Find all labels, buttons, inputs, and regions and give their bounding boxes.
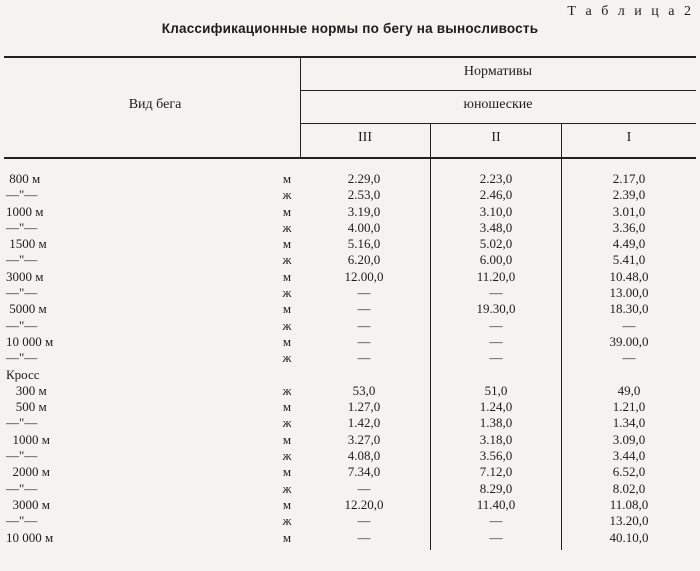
rank-1-cell: 3.44,0	[612, 448, 646, 464]
rank-2-cell: —	[489, 317, 503, 333]
rank-3-cell: 2.29,0	[347, 171, 381, 186]
rank-1-cell: 4.49,0	[612, 236, 646, 252]
rank-1-cell: 2.17,0	[612, 171, 646, 186]
distance-cell: 10 000 м	[6, 333, 54, 349]
gender-cell: м	[282, 333, 292, 349]
rank-1-cell: 3.36,0	[612, 219, 646, 235]
distance-cell: —"—	[6, 187, 38, 203]
rank-3-cell: —	[357, 301, 371, 317]
body-divider-3-2	[430, 159, 431, 550]
rank-1-cell: 3.09,0	[612, 431, 646, 447]
table-row	[0, 301, 700, 317]
rank-3-cell: 7.34,0	[347, 464, 381, 480]
rank-3-cell: —	[357, 529, 371, 545]
distance-cell: 5000 м	[6, 301, 47, 317]
rank-3-cell: 2.53,0	[347, 187, 381, 203]
table-row	[0, 464, 700, 480]
rank-2-cell: 2.46,0	[479, 187, 513, 203]
rank-1-cell: 1.34,0	[612, 415, 646, 431]
rank-3-cell: —	[357, 350, 371, 366]
gender-cell: ж	[282, 252, 292, 268]
distance-cell: 500 м	[6, 399, 47, 415]
distance-cell: 800 м	[6, 171, 41, 186]
rank-1-cell: 11.08,0	[609, 496, 649, 512]
table-row	[0, 220, 700, 236]
distance-cell: —"—	[6, 285, 38, 301]
distance-cell: —"—	[6, 415, 38, 431]
gender-cell: ж	[282, 415, 292, 431]
rank-2-cell: —	[489, 285, 503, 301]
rank-3-cell: 4.08,0	[347, 448, 381, 464]
table-row	[0, 187, 700, 203]
top-border	[4, 56, 696, 58]
rank-1-cell: 39.00,0	[609, 333, 649, 349]
rank-3-cell: —	[357, 480, 371, 496]
table-row	[0, 236, 700, 252]
table-row	[0, 318, 700, 334]
table-row	[0, 399, 700, 415]
gender-cell: ж	[282, 382, 292, 398]
rank-3-cell: —	[357, 285, 371, 301]
gender-cell: ж	[282, 480, 292, 496]
distance-cell: 300 м	[6, 382, 47, 398]
distance-cell: 1000 м	[6, 203, 44, 219]
rank-3-cell: 6.20,0	[347, 252, 381, 268]
rank-3-cell: 53,0	[352, 382, 376, 398]
header-youth: юношеские	[463, 97, 533, 112]
table-row	[0, 530, 700, 546]
rank-1-cell: 40.10,0	[609, 529, 649, 545]
gender-cell: ж	[282, 513, 292, 529]
rank-2-cell: 3.56,0	[479, 448, 513, 464]
table-body	[0, 171, 700, 546]
table-row	[0, 204, 700, 220]
rank-1-cell: 3.01,0	[612, 203, 646, 219]
rank-3-cell: 12.00,0	[344, 268, 384, 284]
rank-2-cell: 3.10,0	[479, 203, 513, 219]
gender-cell: м	[282, 301, 292, 317]
gender-cell: ж	[282, 350, 292, 366]
distance-cell: —"—	[6, 350, 38, 366]
table-row	[0, 448, 700, 464]
rank-3-cell: —	[357, 513, 371, 529]
rank-2-cell: —	[489, 333, 503, 349]
header-bottom-border	[4, 157, 696, 159]
gender-cell: м	[282, 171, 292, 186]
table-row	[0, 513, 700, 529]
rank-3-cell: 3.27,0	[347, 431, 381, 447]
rank-1-cell: 10.48,0	[609, 268, 649, 284]
rank-3-cell: —	[357, 317, 371, 333]
distance-cell: —"—	[6, 252, 38, 268]
rank-1-cell: 6.52,0	[612, 464, 646, 480]
rank-3-cell: 4.00,0	[347, 219, 381, 235]
rank-2-cell: 2.23,0	[479, 171, 513, 186]
youth-divider	[300, 123, 696, 124]
gender-cell: м	[282, 496, 292, 512]
table-row	[0, 252, 700, 268]
distance-cell: 3000 м	[6, 496, 50, 512]
table-row	[0, 497, 700, 513]
gender-cell: ж	[282, 187, 292, 203]
rank-2-cell: 3.48,0	[479, 219, 513, 235]
gender-cell: ж	[282, 219, 292, 235]
rank-3-cell: 1.27,0	[347, 399, 381, 415]
rank-1-cell: 1.21,0	[612, 399, 646, 415]
distance-cell: Кросс	[6, 366, 40, 382]
header-rank-3: III	[358, 130, 372, 145]
header-rank-1: I	[626, 130, 632, 145]
distance-cell: —"—	[6, 513, 38, 529]
gender-cell: ж	[282, 317, 292, 333]
table-row	[0, 367, 700, 383]
rank-2-cell: —	[489, 513, 503, 529]
rank-3-cell: 12.20,0	[344, 496, 384, 512]
rank-2-cell: 19.30,0	[476, 301, 516, 317]
rank-1-cell: 8.02,0	[612, 480, 646, 496]
distance-cell: 2000 м	[6, 464, 50, 480]
gender-cell: м	[282, 203, 292, 219]
table-row	[0, 383, 700, 399]
rank-2-cell: —	[489, 529, 503, 545]
gender-cell: ж	[282, 448, 292, 464]
rank-2-cell: 11.20,0	[476, 268, 516, 284]
rank-2-cell: 11.40,0	[476, 496, 516, 512]
distance-cell: —"—	[6, 480, 38, 496]
table-row	[0, 432, 700, 448]
rank-3-cell: 1.42,0	[347, 415, 381, 431]
rank-3-cell: —	[357, 333, 371, 349]
gender-cell: м	[282, 268, 292, 284]
distance-cell: —"—	[6, 448, 38, 464]
normatives-divider	[300, 90, 696, 91]
rank-2-cell: 7.12,0	[479, 464, 513, 480]
rank-1-cell: —	[622, 350, 636, 366]
table-row	[0, 350, 700, 366]
table-row	[0, 334, 700, 350]
gender-cell: м	[282, 399, 292, 415]
distance-cell: —"—	[6, 317, 38, 333]
table-row	[0, 269, 700, 285]
table-title: Классификационные нормы по бегу на выносливость	[161, 21, 539, 36]
rank-2-cell: —	[489, 350, 503, 366]
table-row	[0, 285, 700, 301]
rank-1-cell: 49,0	[617, 382, 641, 398]
distance-cell: 1000 м	[6, 431, 50, 447]
header-kind: Вид бега	[128, 97, 182, 112]
distance-cell: 10 000 м	[6, 529, 54, 545]
rank-1-cell: 13.00,0	[609, 285, 649, 301]
rank-2-cell: 5.02,0	[479, 236, 513, 252]
rank-1-cell: —	[622, 317, 636, 333]
table-row	[0, 481, 700, 497]
gender-cell: ж	[282, 285, 292, 301]
rank-1-cell: 5.41,0	[612, 252, 646, 268]
rank-2-cell: 51,0	[484, 382, 508, 398]
distance-cell: 3000 м	[6, 268, 44, 284]
header-rank-2: II	[491, 130, 501, 145]
table-number: Т а б л и ц а 2	[567, 4, 694, 19]
gender-cell: м	[282, 464, 292, 480]
body-divider-2-1	[561, 159, 562, 550]
gender-cell: м	[282, 236, 292, 252]
table-row	[0, 415, 700, 431]
rank-2-cell: 1.38,0	[479, 415, 513, 431]
rank-1-cell: 13.20,0	[609, 513, 649, 529]
rank-2-cell: 6.00,0	[479, 252, 513, 268]
rank-2-cell: 8.29,0	[479, 480, 513, 496]
distance-cell: —"—	[6, 219, 38, 235]
distance-cell: 1500 м	[6, 236, 47, 252]
gender-cell: м	[282, 431, 292, 447]
rank-2-cell: 3.18,0	[479, 431, 513, 447]
rank-3-cell: 3.19,0	[347, 203, 381, 219]
rank-2-cell: 1.24,0	[479, 399, 513, 415]
rank-3-cell: 5.16,0	[347, 236, 381, 252]
table-row	[0, 171, 700, 187]
header-normatives: Нормативы	[463, 64, 533, 79]
rank-1-cell: 18.30,0	[609, 301, 649, 317]
rank-1-cell: 2.39,0	[612, 187, 646, 203]
gender-cell: м	[282, 529, 292, 545]
